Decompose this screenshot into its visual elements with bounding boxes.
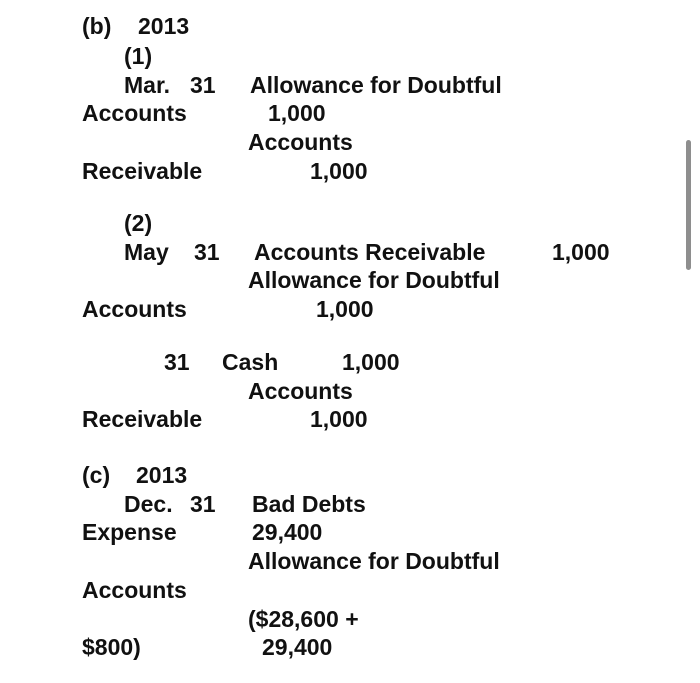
entry-1-day: 31 bbox=[190, 72, 216, 98]
entry-c-debit-amount: 29,400 bbox=[252, 519, 323, 545]
part-b-label: (b) bbox=[82, 13, 112, 39]
entry-1-month: Mar. bbox=[124, 72, 171, 98]
scrollbar-thumb[interactable] bbox=[686, 140, 691, 270]
entry-1-debit-account-cont: Accounts bbox=[82, 100, 187, 126]
entry-c-debit-account-cont: Expense bbox=[82, 519, 177, 545]
entry-2-credit-account-cont: Accounts bbox=[82, 296, 187, 322]
entry-2-credit-account: Allowance for Doubtful bbox=[248, 267, 500, 293]
entry-2-credit-amount: 1,000 bbox=[316, 296, 374, 322]
entry-c-credit-account: Allowance for Doubtful bbox=[248, 548, 500, 574]
entry-1-debit-account: Allowance for Doubtful bbox=[250, 72, 502, 98]
entry-1-debit-amount: 1,000 bbox=[268, 100, 326, 126]
entry-c-day: 31 bbox=[190, 491, 216, 517]
entry-3-day: 31 bbox=[164, 349, 190, 375]
entry-1-credit-account: Accounts bbox=[248, 129, 353, 155]
entry-3-debit-account: Cash bbox=[222, 349, 279, 375]
entry-2-debit-account: Accounts Receivable bbox=[254, 239, 486, 265]
entry-c-credit-account-cont: Accounts bbox=[82, 577, 187, 603]
part-b-year: 2013 bbox=[138, 13, 190, 39]
entry-c-calculation-cont: $800) bbox=[82, 634, 141, 660]
entry-1-credit-amount: 1,000 bbox=[310, 158, 368, 184]
entry-2-number: (2) bbox=[124, 210, 153, 236]
entry-c-month: Dec. bbox=[124, 491, 173, 517]
entry-3-credit-amount: 1,000 bbox=[310, 406, 368, 432]
entry-3-credit-account-cont: Receivable bbox=[82, 406, 203, 432]
part-c-label: (c) bbox=[82, 462, 111, 488]
entry-2-debit-amount: 1,000 bbox=[552, 239, 610, 265]
entry-3-debit-amount: 1,000 bbox=[342, 349, 400, 375]
entry-c-credit-amount: 29,400 bbox=[262, 634, 333, 660]
entry-2-month: May bbox=[124, 239, 169, 265]
entry-1-number: (1) bbox=[124, 43, 153, 69]
entry-c-debit-account: Bad Debts bbox=[252, 491, 366, 517]
entry-3-credit-account: Accounts bbox=[248, 378, 353, 404]
entry-c-calculation: ($28,600 + bbox=[248, 606, 359, 632]
entry-1-credit-account-cont: Receivable bbox=[82, 158, 203, 184]
entry-2-day: 31 bbox=[194, 239, 220, 265]
part-c-year: 2013 bbox=[136, 462, 188, 488]
